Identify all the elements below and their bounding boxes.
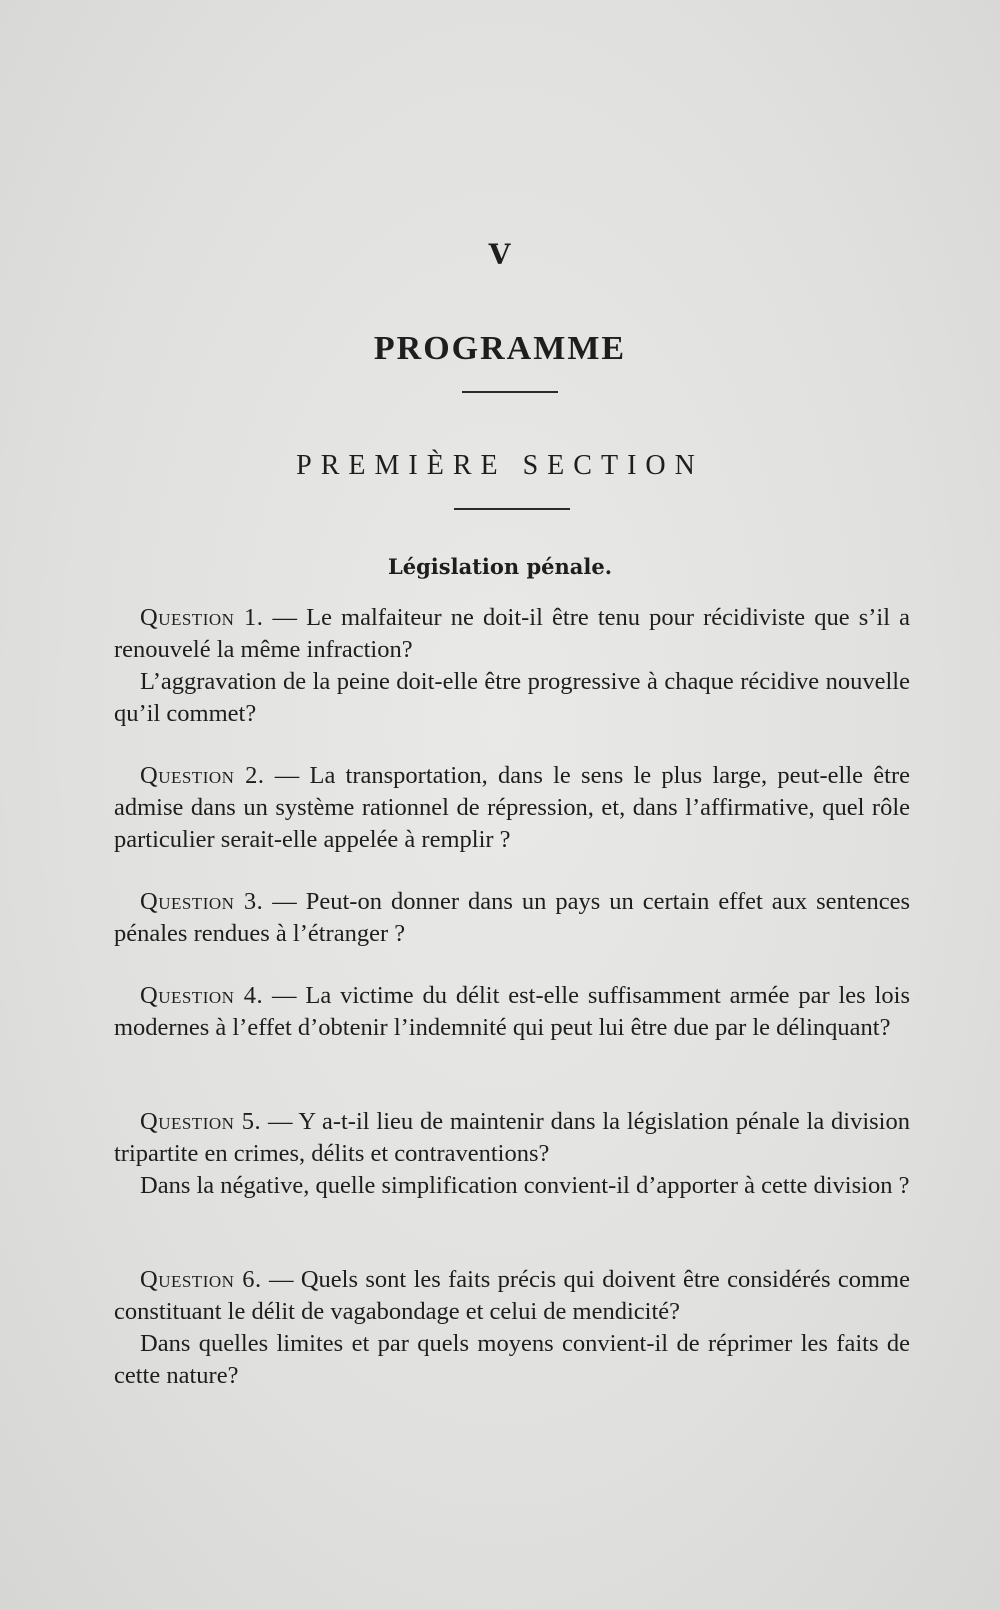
question-text: — Peut-on donner dans un pays un certain effet aux sentences pénales rendues à l’étranger ? <box>114 888 910 947</box>
question-3 <box>114 886 910 950</box>
question-6 <box>114 1264 910 1392</box>
page-title: PROGRAMME <box>373 330 627 367</box>
question-paragraph <box>114 602 910 666</box>
question-paragraph: Dans la négative, quelle simplification convient-il d’apporter à cette division ? <box>140 1172 910 1199</box>
question-label: Question 1. <box>140 604 264 631</box>
question-label: Question 5. <box>140 1108 262 1135</box>
question-label: Question 2. <box>140 762 265 789</box>
subject-heading: Législation pénale. <box>387 554 613 579</box>
question-label: Question 3. <box>140 888 264 915</box>
question-paragraph <box>114 1106 910 1170</box>
title-divider <box>462 391 558 393</box>
question-text: — La victime du délit est-elle suffisamment armée par les lois modernes à l’effet d’obtenir l’indemnité qui peut lui être due par le délinquant? <box>114 982 910 1041</box>
question-2 <box>114 760 910 856</box>
question-1 <box>114 602 910 730</box>
question-paragraph: L’aggravation de la peine doit-elle être progressive à chaque récidive nouvelle qu’il commet? <box>114 668 910 727</box>
question-label: Question 6. <box>140 1266 262 1293</box>
question-paragraph <box>114 886 910 950</box>
question-text: — Quels sont les faits précis qui doivent être considérés comme constituant le délit de vagabondage et celui de mendicité? <box>114 1266 910 1325</box>
question-4 <box>114 980 910 1044</box>
section-title: PREMIÈRE SECTION <box>296 450 704 481</box>
section-divider <box>454 508 570 510</box>
chapter-number: V <box>488 238 512 271</box>
question-text: — Y a-t-il lieu de maintenir dans la législation pénale la division tripartite en crimes, délits et contraventions? <box>114 1108 910 1167</box>
question-text: — La transportation, dans le sens le plus large, peut-elle être admise dans un système rationnel de répression, et, dans l’affirmative, quel rôle particulier serait-elle appelée à remplir ? <box>114 762 910 853</box>
question-paragraph <box>114 760 910 856</box>
question-paragraph <box>114 1264 910 1328</box>
question-paragraph <box>114 980 910 1044</box>
question-label: Question 4. <box>140 982 264 1009</box>
question-paragraph: Dans quelles limites et par quels moyens convient-il de réprimer les faits de cette nature? <box>114 1330 910 1389</box>
question-5 <box>114 1106 910 1202</box>
question-text: — Le malfaiteur ne doit-il être tenu pour récidiviste que s’il a renouvelé la même infraction? <box>114 604 911 663</box>
